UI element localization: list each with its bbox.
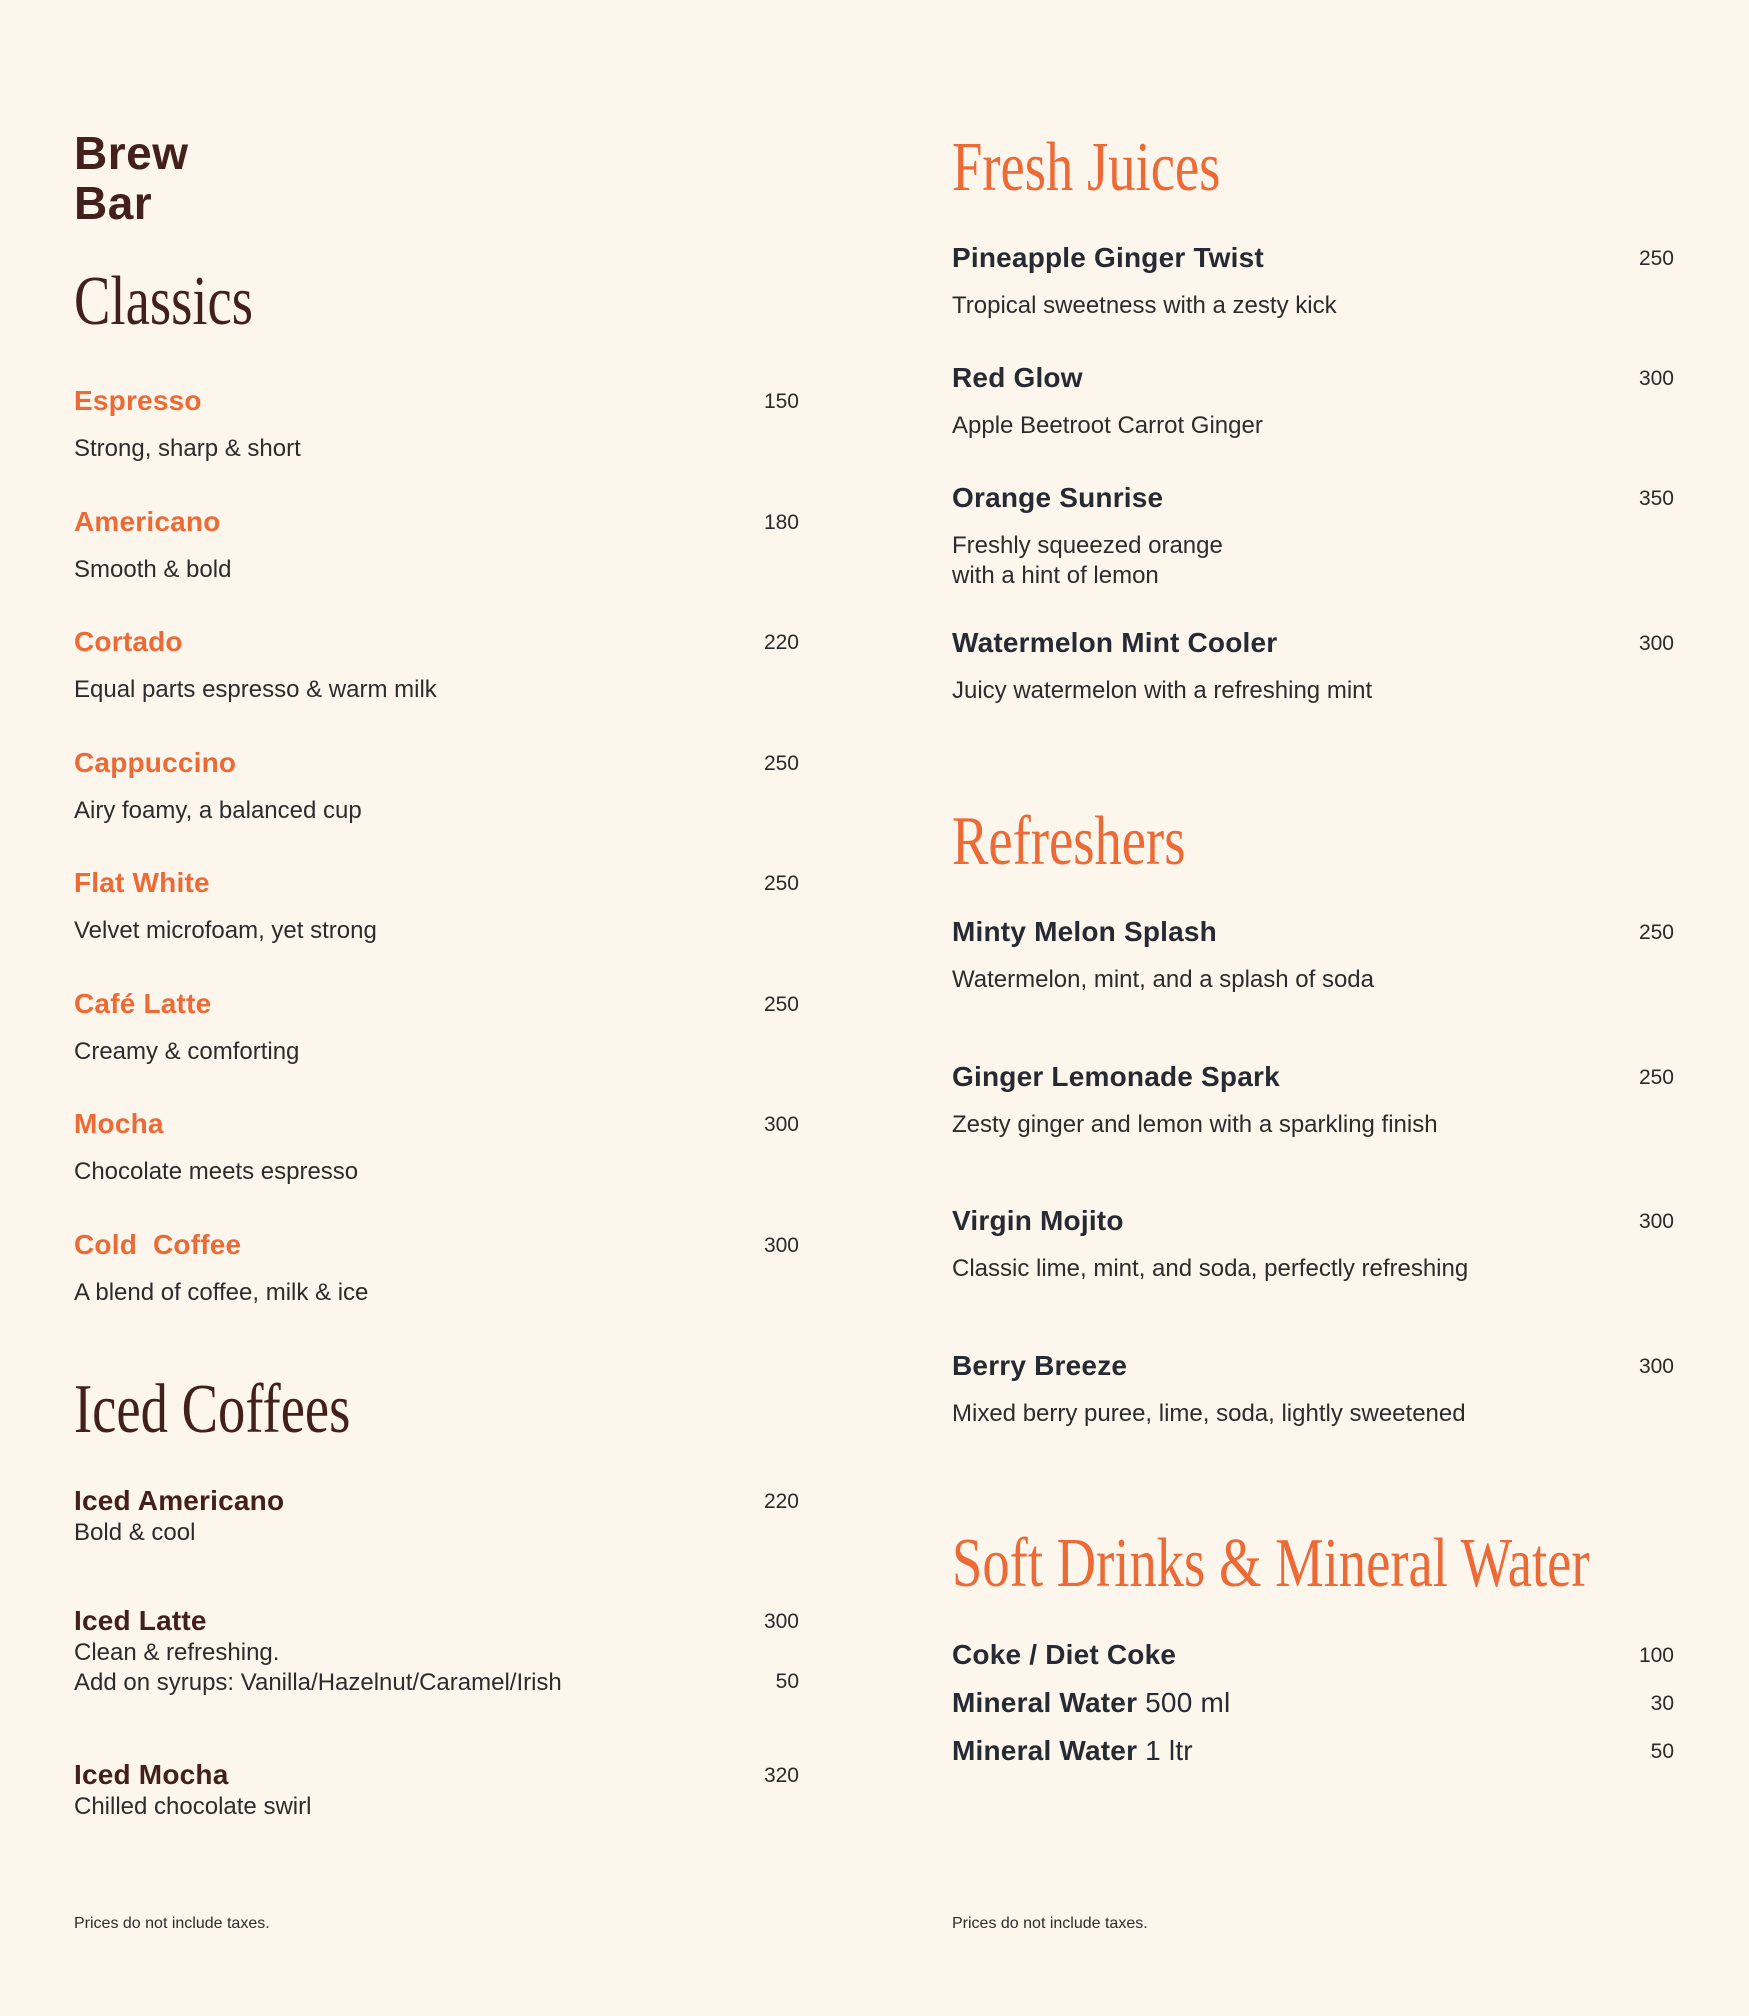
item-price: 250: [763, 872, 799, 895]
item-description: Chilled chocolate swirl: [74, 1793, 312, 1820]
menu-item-red-glow: [952, 361, 1674, 441]
item-description: Bold & cool: [74, 1519, 196, 1546]
item-price: 250: [1638, 1066, 1674, 1089]
item-price: 250: [763, 752, 799, 775]
item-name: Iced Americano: [74, 1485, 285, 1516]
item-price: 320: [763, 1764, 799, 1787]
item-price: 300: [1638, 1355, 1674, 1378]
item-description: Tropical sweetness with a zesty kick: [952, 292, 1337, 319]
menu-item-minty-melon-splash: [952, 915, 1674, 995]
section-title-iced-coffees: Iced Coffees: [74, 1371, 351, 1448]
item-description: Equal parts espresso & warm milk: [74, 676, 437, 703]
brand-line-2: Bar: [74, 177, 153, 229]
tax-footnote: Prices do not include taxes.: [952, 1915, 1148, 1932]
menu-item-ginger-lemonade-spark: [952, 1060, 1674, 1140]
item-name-main: Mineral Water: [952, 1735, 1138, 1766]
item-description: Strong, sharp & short: [74, 435, 301, 462]
addon-price: 50: [775, 1670, 799, 1693]
item-name: [952, 1686, 1674, 1720]
item-name: [952, 1734, 1674, 1768]
item-name-main: Mineral Water: [952, 1687, 1138, 1718]
menu-item-cappuccino: [74, 746, 799, 826]
item-name: Cortado: [74, 626, 183, 657]
item-name: Watermelon Mint Cooler: [952, 627, 1278, 658]
item-name: Pineapple Ginger Twist: [952, 242, 1264, 273]
menu-item-berry-breeze: [952, 1349, 1674, 1429]
item-price: 100: [1638, 1644, 1674, 1667]
item-price: 300: [1638, 1210, 1674, 1233]
menu-item-cortado: [74, 625, 799, 705]
menu-item-flat-white: [74, 866, 799, 946]
item-name: [952, 1638, 1674, 1672]
item-description: Airy foamy, a balanced cup: [74, 797, 362, 824]
item-description: Chocolate meets espresso: [74, 1158, 359, 1185]
item-name: Americano: [74, 506, 221, 537]
menu-item-mineral-water-1ltr: [952, 1734, 1674, 1768]
item-description: Watermelon, mint, and a splash of soda: [952, 966, 1374, 993]
menu-item-mocha: [74, 1107, 799, 1187]
item-description: Apple Beetroot Carrot Ginger: [952, 412, 1263, 439]
item-price: 300: [763, 1113, 799, 1136]
item-price: 350: [1638, 487, 1674, 510]
item-name: Mocha: [74, 1108, 164, 1139]
item-price: 180: [763, 511, 799, 534]
item-name-suffix: 1 ltr: [1137, 1735, 1193, 1766]
item-price: 150: [763, 390, 799, 413]
item-price: 300: [763, 1234, 799, 1257]
section-title-fresh-juices: Fresh Juices: [952, 129, 1221, 206]
item-description: Creamy & comforting: [74, 1038, 300, 1065]
item-name: Iced Mocha: [74, 1759, 229, 1790]
section-title-refreshers: Refreshers: [952, 803, 1186, 880]
menu-item-cafe-latte: [74, 987, 799, 1067]
brand-line-1: Brew: [74, 127, 189, 179]
menu-item-watermelon-mint-cooler: [952, 626, 1674, 706]
section-title-classics: Classics: [74, 263, 253, 340]
item-name: Cappuccino: [74, 747, 237, 778]
menu-item-pineapple-ginger-twist: [952, 241, 1674, 321]
menu-item-coke: [952, 1638, 1674, 1672]
menu-item-cold-coffee: [74, 1228, 799, 1308]
brand-logo: [74, 128, 188, 228]
item-name: Café Latte: [74, 988, 212, 1019]
addon-description: Add on syrups: Vanilla/Hazelnut/Caramel/Irish: [74, 1669, 562, 1696]
item-description: Juicy watermelon with a refreshing mint: [952, 677, 1373, 704]
item-description-line-2: with a hint of lemon: [952, 562, 1159, 589]
item-description: Smooth & bold: [74, 556, 232, 583]
item-price: 300: [763, 1610, 799, 1633]
menu-item-orange-sunrise: [952, 481, 1674, 591]
menu-item-virgin-mojito: [952, 1204, 1674, 1284]
section-title-soft-drinks: Soft Drinks & Mineral Water: [952, 1525, 1590, 1602]
menu-item-americano: [74, 505, 799, 585]
menu-item-iced-mocha: [74, 1758, 799, 1822]
item-description: Classic lime, mint, and soda, perfectly refreshing: [952, 1255, 1469, 1282]
item-price: 50: [1650, 1740, 1674, 1763]
menu-item-mineral-water-500ml: [952, 1686, 1674, 1720]
item-price: 220: [763, 631, 799, 654]
item-price: 250: [763, 993, 799, 1016]
item-description: Clean & refreshing.: [74, 1639, 280, 1666]
item-price: 220: [763, 1490, 799, 1513]
item-name: Ginger Lemonade Spark: [952, 1061, 1280, 1092]
item-name: Espresso: [74, 385, 202, 416]
item-description: Mixed berry puree, lime, soda, lightly sweetened: [952, 1400, 1466, 1427]
item-price: 300: [1638, 632, 1674, 655]
item-name-main: Coke / Diet Coke: [952, 1639, 1177, 1670]
item-name: Flat White: [74, 867, 210, 898]
tax-footnote: Prices do not include taxes.: [74, 1915, 270, 1932]
item-name: Iced Latte: [74, 1605, 207, 1636]
item-description: Freshly squeezed orange: [952, 532, 1223, 559]
item-name: Red Glow: [952, 362, 1083, 393]
item-price: 30: [1650, 1692, 1674, 1715]
item-name: Orange Sunrise: [952, 482, 1164, 513]
item-name: Virgin Mojito: [952, 1205, 1124, 1236]
item-price: 250: [1638, 921, 1674, 944]
menu-item-iced-americano: [74, 1484, 799, 1548]
menu-item-iced-latte: [74, 1604, 799, 1698]
item-description: Velvet microfoam, yet strong: [74, 917, 377, 944]
item-description: Zesty ginger and lemon with a sparkling finish: [952, 1111, 1438, 1138]
item-price: 300: [1638, 367, 1674, 390]
item-name: Minty Melon Splash: [952, 916, 1217, 947]
item-price: 250: [1638, 247, 1674, 270]
menu-item-espresso: [74, 384, 799, 464]
item-name: Cold Coffee: [74, 1229, 242, 1260]
item-description: A blend of coffee, milk & ice: [74, 1279, 369, 1306]
item-name-suffix: 500 ml: [1137, 1687, 1231, 1718]
item-name: Berry Breeze: [952, 1350, 1128, 1381]
